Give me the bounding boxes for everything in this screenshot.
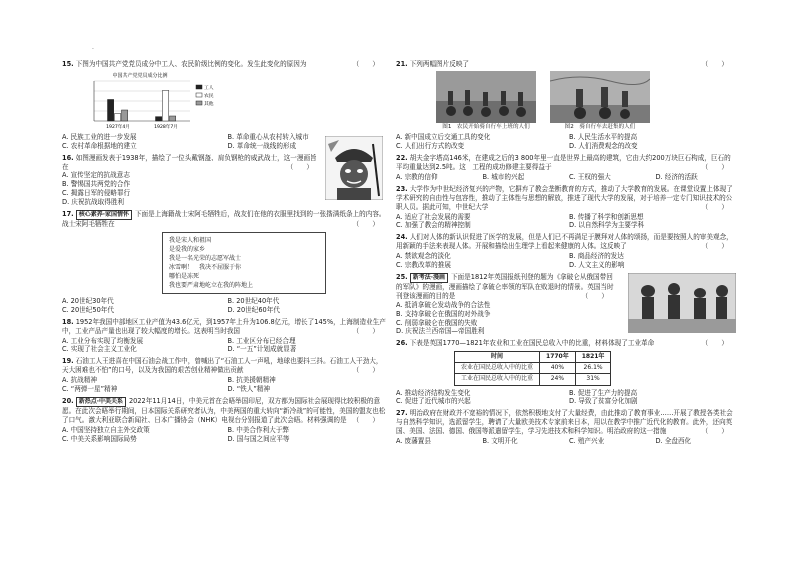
option-b[interactable]: B. 革命重心从农村转入城市 [227,132,309,141]
bar-其他 [170,116,176,121]
option-c[interactable]: C. 王权的强大 [569,173,611,181]
option-a[interactable]: A. 废藩置县 [396,436,431,445]
question-stem: 下表是英国1770—1821年农业和工业在国民总收入中的比重，材料体现了工业革命 [409,339,655,348]
question-25 [396,273,736,336]
option-b[interactable]: B. 文明开化 [482,436,518,445]
option-d[interactable]: D. 人们消费观念的改变 [569,142,638,151]
question-16 [62,154,387,207]
soldier-cartoon-image [325,136,383,200]
option-b[interactable]: B. 商品经济的发达 [569,252,624,261]
option-c[interactable]: C. “两弹一星”精神 [62,385,118,394]
x-tick-label: 1928年7月 [154,124,178,130]
option-c[interactable]: C. 中美关系影响国际局势 [62,434,137,443]
page-mark: . [92,44,94,51]
bar-其他 [122,110,128,121]
question-number: 18. [62,317,74,326]
option-b[interactable]: B. 中美合作利大于弊 [227,425,289,434]
left-column [62,60,387,447]
option-b[interactable]: B. 促进了生产力的提高 [569,388,638,397]
legend-label: 农民 [204,93,214,99]
option-d[interactable]: D. 国与国之间应平等 [227,434,290,443]
question-19 [62,357,387,394]
question-stem: 下图为中国共产党党员成分中工人、农民阶级比例的变化。发生此变化的原因为 [75,60,307,68]
question-number: 22. [396,154,408,163]
note-line: 冰雪啊！ 我决不屈服于你 [169,264,242,271]
question-stem: 如图漫画发表于1938年，描绘了一位头戴钢盔、肩负钢枪的威武战士，这一漫画旨在 [62,153,317,171]
question-21 [396,60,736,151]
answer-blank: （ ） [286,162,313,171]
chart-title: 中国共产党党员成分比例 [112,72,168,79]
note-line: 是爱我的家乡 [169,246,206,253]
answer-blank: （ ） [352,326,379,335]
option-a[interactable]: A. 推动经济结构发生变化 [396,388,471,397]
question-number: 21. [396,60,408,68]
bar-农民 [115,113,121,120]
party-membership-bar-chart [80,71,230,131]
question-number: 26. [396,339,408,348]
table-cell: 工业在国民总收入中的比重 [455,374,540,385]
question-stem: 人们对人体的新认识促进了医学的发展，但是人们已不再满足于膜拜对人体的颂扬，而是要按照人的审美观念，用新颖的手法来表现人体。开展和描绘出生理学上看起来健康的人体。这反映了 [396,233,733,251]
question-18 [62,318,387,355]
option-d[interactable]: D. 人文主义的影响 [569,261,625,270]
option-d[interactable]: D. 庆祝抗战取得胜利 [62,198,125,207]
option-d[interactable]: D. 庆祝法兰西帝国—帝国胜利 [396,327,485,336]
option-b[interactable]: B. 支持拿破仑在俄国的对外战争 [396,309,491,318]
option-c[interactable]: C. 揭露日军的侵略罪行 [62,189,131,198]
option-b[interactable]: B. 警惕国共两党的合作 [62,180,131,189]
income-share-table [454,351,611,385]
option-a[interactable]: A. 宗教的信仰 [396,173,438,181]
question-stem: 石油工人王进喜在中国石油会战工作中，曾喊出了“石油工人一声吼，地球也要抖三抖。石油工人干劲大，天大困难也不怕”的口号，以及为我国的艰苦创业精神做出贡献 [62,357,383,375]
question-number: 16. [62,153,74,162]
option-a[interactable]: A. 抗战精神 [62,376,97,385]
option-b[interactable]: B. 城市的兴起 [482,173,525,181]
option-b[interactable]: B. 抗美援朝精神 [227,376,276,385]
question-stem: 胡夫金字塔高146米，在建成之后的3 800年里一直是世界上最高的建筑，它由大约200万块巨石构成，巨石的平均重量达到2.5吨。这 工程的成功修建主要得益于 [396,154,731,172]
option-c[interactable]: C. 加强了教会的精神控制 [396,221,471,230]
note-line: 哪怕是冻死 [169,273,200,280]
legend-swatch [196,101,202,105]
option-a[interactable]: A. 新中国成立后交通工具的变化 [396,133,491,142]
table-header-row [455,352,611,363]
photo-1-caption: 图1 农民开始骑自行车上班的人们 [442,123,530,130]
option-c[interactable]: C. 实现了社会主义工业化 [62,345,137,354]
answer-blank: （ ） [352,220,379,229]
option-a[interactable]: A. 民族工业的进一步发展 [62,132,137,141]
option-d[interactable]: D. 20世纪60年代 [227,305,280,314]
option-a[interactable]: A. 20世纪30年代 [62,297,114,305]
note-line: 我是一名光荣的志愿军战士 [169,255,242,262]
answer-blank: （ ） [352,415,379,424]
question-26 [396,339,736,406]
table-cell: 26.1% [575,363,611,374]
right-column [396,60,736,449]
question-stem: 明治政府在财政并不宽裕的情况下，依然积极地支付了大量经费，由此推动了教育事业……开展了教授各类社会与自然科学知识，选派留学生，聘请了大量欧美技术专家前来日本，用以在教学中推广近代化的教育。此外，还向英国、美国、法国、德国、俄国等派遣留学生，学习先进技术和科学知识。明治政府的这一措施 [396,409,733,436]
photo-1 [436,71,536,132]
table-cell: 40% [540,363,576,374]
question-stem: 大学作为中世纪经济复兴的产物，它摒弃了教会垄断教育的方式，推动了大学教育的发展。在课堂设置上体现了学术研究的自由性与包容性，推动了主体性与思想的解放，推进了现代大学的发展，对于培养一定专门知识技术的公职人员。据此可知，中世纪大学 [396,184,733,211]
option-c[interactable]: C. 殖产兴业 [569,436,605,445]
table-row [455,363,611,374]
question-number: 27. [396,409,408,418]
answer-blank: （ ） [581,291,608,300]
option-d[interactable]: D. 革命统一战线的形成 [227,141,297,150]
answer-blank: （ ） [701,202,728,211]
option-d[interactable]: D. 全盘西化 [655,436,692,445]
answer-blank: （ ） [701,60,728,68]
option-a[interactable]: A. 中国坚持独立自主外交政策 [62,425,150,434]
table-header-cell: 时间 [455,352,540,363]
option-c[interactable]: C. 促进了近代城市的兴起 [396,397,471,406]
option-d[interactable]: D. 导致了贫富分化加剧 [569,397,638,406]
photo-2-caption: 图2 骑自行车去赶集的人们 [564,123,636,130]
answer-blank: （ ） [701,339,728,348]
option-c[interactable]: C. 人们出行方式的改变 [396,142,465,151]
note-line: 我是宋人和祖国 [169,237,212,244]
bicycle-commuters-image [436,71,536,123]
photo-2 [550,71,650,132]
question-number: 25. [396,272,408,281]
question-number: 24. [396,233,408,242]
table-cell: 农业在国民总收入中的比重 [455,363,540,374]
napoleon-army-cartoon-image [628,273,736,333]
question-20 [62,397,387,444]
question-number: 15. [62,60,74,68]
question-tag: 新热点·中美关系 [76,397,126,407]
option-d[interactable]: D. 以自然科学为主要学科 [569,221,645,230]
question-stem: 1952年我国中部地区工业产值为43.6亿元，到1957年上升为106.8亿元，增长了145%，上海制造业生产中，工业产品产量也出现了较大幅度的增长。这表明当时我国 [62,317,386,335]
option-d[interactable]: D. “铁人”精神 [227,385,270,394]
question-17 [62,210,387,315]
option-c[interactable]: C. 农村革命根据地的建立 [62,141,137,150]
answer-blank: （ ） [352,60,379,68]
legend-label: 其他 [204,101,214,107]
legend-swatch [196,85,202,89]
question-tag: 新考法·漫画 [410,273,448,283]
bar-工人 [108,99,114,121]
answer-blank: （ ） [352,366,379,375]
question-number: 23. [396,184,408,193]
x-tick-label: 1927年4月 [106,124,130,130]
option-c[interactable]: C. 削弱拿破仑在俄国的失败 [396,318,478,327]
question-stem: 下面是1812年英国报纸刊登的题为《拿破仑从俄国带回的军队》的漫画，漫画描绘了拿破仑率领的军队在败退时的情景。英国当时刊登该漫画的目的是 [396,272,614,300]
answer-blank: （ ） [701,242,728,251]
option-b[interactable]: B. 20世纪40年代 [227,297,280,305]
question-27 [396,409,736,446]
option-a[interactable]: A. 适应了社会发展的需要 [396,212,471,221]
table-header-cell: 1821年 [575,352,611,363]
option-a[interactable]: A. 工业分布实现了均衡发展 [62,336,144,345]
answer-blank: （ ） [701,427,728,436]
table-header-cell: 1770年 [540,352,576,363]
question-tag: 核心素养·家国情怀 [76,210,132,220]
question-number: 20. [62,396,74,405]
option-d[interactable]: D. 经济的活跃 [655,173,698,181]
soldier-note-box [162,232,326,294]
question-stem: 下列两幅图片反映了 [409,60,470,68]
table-cell: 24% [540,374,576,385]
option-c[interactable]: C. 20世纪50年代 [62,305,114,314]
question-22 [396,154,736,182]
option-a[interactable]: A. 禁欲观念的淡化 [396,252,451,261]
question-23 [396,185,736,230]
note-line: 我也要严肃地屹立在我的阵地上 [169,282,254,289]
market-cyclists-image [550,71,650,123]
option-b[interactable]: B. 工业区分布已经合理 [227,336,296,345]
option-b[interactable]: B. 传播了科学和创新思想 [569,212,644,221]
bar-工人 [156,117,162,121]
table-cell: 31% [575,374,611,385]
answer-blank: （ ） [701,163,728,172]
question-number: 19. [62,357,74,366]
bar-农民 [163,90,169,121]
question-24 [396,233,736,270]
legend-swatch [196,93,202,97]
option-a[interactable]: A. 抵消拿破仑发动战争的合法性 [396,300,491,309]
option-d[interactable]: D. “一五”计划成就显著 [227,345,297,354]
legend-label: 工人 [204,85,214,91]
question-number: 17. [62,210,74,219]
option-c[interactable]: C. 宗教改革的推展 [396,261,451,270]
table-row [455,374,611,385]
option-b[interactable]: B. 人民生活水平的提高 [569,133,638,142]
question-stem: 下面是上海籍战士宋阿毛牺牲后，战友们在他的衣服里找到的一张揩满纸条上的内容。战士宋阿毛牺牲在 [62,210,386,229]
option-a[interactable]: A. 宣传坚定的抗战意志 [62,171,130,180]
question-stem: 2022年11月14日，中美元首在会晤举国印尼，双方都为国际社会展现得比较积极的意愿。在此次会晤举行期间，日本国际关系研究者认为，中美两国的重大转向“新冷战”的可能性，美国的盟友也松了口气。激大利亚联合新闻社、日本广播协会（NHK）电视台分别报道了此次会晤。材料强调的是 [62,396,386,424]
